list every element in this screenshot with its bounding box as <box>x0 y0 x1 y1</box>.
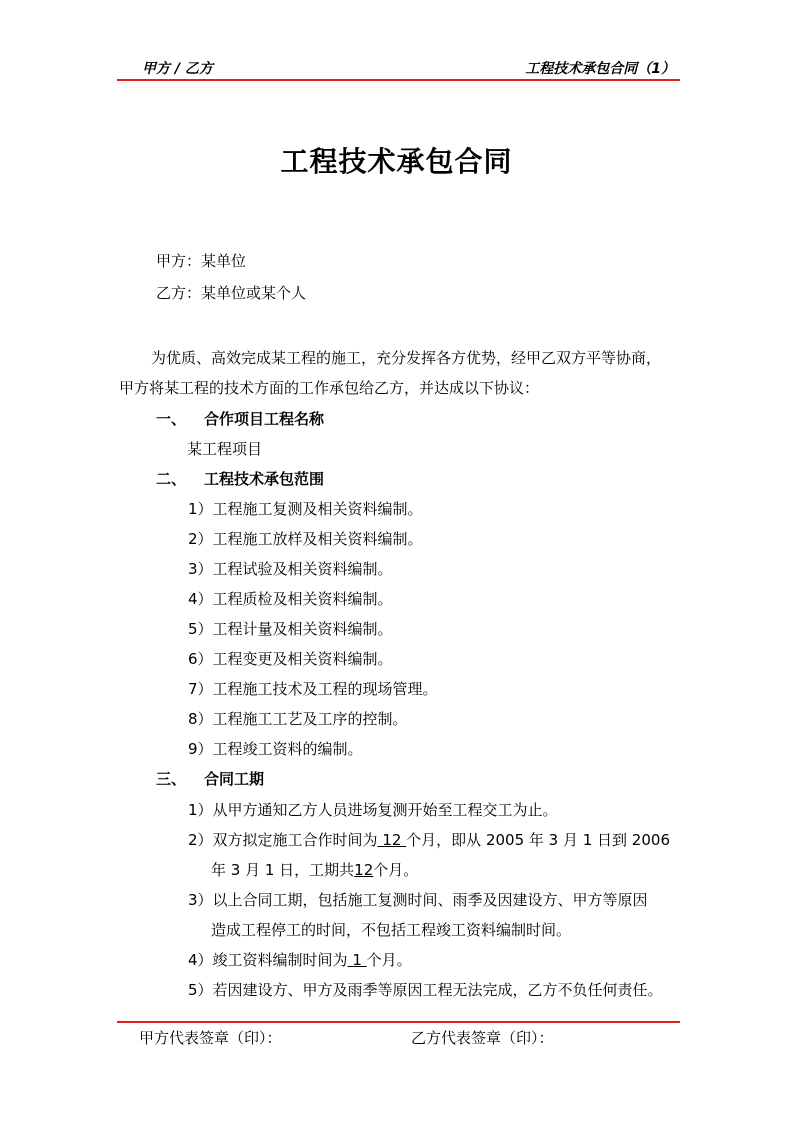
term-item-2-prefix: 2）双方拟定施工合作时间为 <box>188 831 378 849</box>
header-doc-title: 工程技术承包合同（1） <box>525 61 675 77</box>
section-1-heading: 合作项目工程名称 <box>204 410 325 428</box>
term-item-2-line-2 <box>211 859 418 880</box>
header-rule <box>117 79 680 81</box>
scope-item: 7）工程施工技术及工程的现场管理。 <box>188 680 438 698</box>
scope-item: 6）工程变更及相关资料编制。 <box>188 650 393 668</box>
intro-line-2: 甲方将某工程的技术方面的工作承包给乙方，并达成以下协议： <box>119 379 540 397</box>
term-item-4-prefix: 4）竣工资料编制时间为 <box>188 951 348 969</box>
scope-item: 5）工程计量及相关资料编制。 <box>188 620 393 638</box>
party-a-signature-label: 甲方代表签章（印）： <box>139 1029 282 1047</box>
section-3-number: 三、 <box>156 770 187 788</box>
party-b-signature-label: 乙方代表签章（印）： <box>411 1029 554 1047</box>
section-1-number: 一、 <box>156 410 187 428</box>
total-months-value: 12 <box>354 861 374 879</box>
term-item-4 <box>188 949 412 970</box>
party-b: 乙方：某单位或某个人 <box>156 284 307 302</box>
header-parties: 甲方 / 乙方 <box>142 61 213 77</box>
scope-item: 9）工程竣工资料的编制。 <box>188 740 363 758</box>
term-item-2-line-1 <box>188 829 670 850</box>
term-item-2-end-date: 年 3 月 1 日，工期共 <box>211 861 355 879</box>
scope-item: 4）工程质检及相关资料编制。 <box>188 590 393 608</box>
section-1-content: 某工程项目 <box>187 440 263 458</box>
term-item-3-line-1: 3）以上合同工期，包括施工复测时间、雨季及因建设方、甲方等原因 <box>188 891 648 909</box>
section-2-number: 二、 <box>156 470 187 488</box>
scope-item: 8）工程施工工艺及工序的控制。 <box>188 710 408 728</box>
term-item-2-suffix: 个月。 <box>373 861 419 879</box>
contract-months-value: 12 <box>377 831 407 849</box>
section-3-heading: 合同工期 <box>204 770 265 788</box>
scope-item: 3）工程试验及相关资料编制。 <box>188 560 393 578</box>
section-2-heading: 工程技术承包范围 <box>204 470 325 488</box>
party-a: 甲方：某单位 <box>156 252 247 270</box>
docs-months-value: 1 <box>347 951 367 969</box>
scope-item: 2）工程施工放样及相关资料编制。 <box>188 530 423 548</box>
term-item-1: 1）从甲方通知乙方人员进场复测开始至工程交工为止。 <box>188 801 558 819</box>
term-item-4-suffix: 个月。 <box>366 951 412 969</box>
footer-rule <box>117 1021 680 1023</box>
term-item-3-line-2: 造成工程停工的时间，不包括工程竣工资料编制时间。 <box>211 921 572 939</box>
scope-item: 1）工程施工复测及相关资料编制。 <box>188 500 423 518</box>
page-title: 工程技术承包合同 <box>280 145 513 178</box>
intro-line-1: 为优质、高效完成某工程的施工，充分发挥各方优势，经甲乙双方平等协商， <box>151 349 662 367</box>
term-item-2-dates: 个月，即从 2005 年 3 月 1 日到 2006 <box>406 831 670 849</box>
term-item-5: 5）若因建设方、甲方及雨季等原因工程无法完成，乙方不负任何责任。 <box>188 981 663 999</box>
